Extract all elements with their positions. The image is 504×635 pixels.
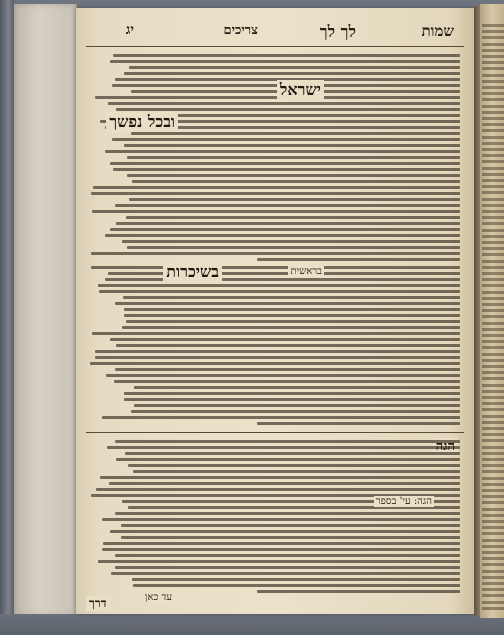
text-line — [115, 204, 460, 207]
text-line — [99, 290, 460, 293]
text-line — [98, 560, 460, 563]
inline-bereishit: בראשית — [290, 266, 322, 277]
facing-text-line — [482, 396, 504, 399]
facing-text-line — [482, 98, 504, 101]
facing-text-line — [482, 86, 504, 89]
middle-text-column — [90, 266, 460, 428]
facing-text-line — [482, 334, 504, 337]
text-line — [102, 548, 460, 551]
text-line — [124, 144, 460, 147]
text-line — [257, 422, 461, 425]
running-head-book: שמות — [421, 22, 454, 40]
header-rule — [86, 46, 464, 47]
facing-text-line — [482, 210, 504, 213]
text-line — [110, 228, 460, 231]
text-line — [105, 234, 460, 237]
text-line — [116, 344, 460, 347]
text-line — [127, 246, 460, 249]
text-line — [134, 386, 460, 389]
text-line — [124, 392, 460, 395]
text-line — [110, 338, 460, 341]
text-line — [124, 72, 460, 75]
facing-text-line — [482, 563, 504, 566]
facing-text-line — [482, 508, 504, 511]
facing-text-line — [482, 322, 504, 325]
text-line — [105, 150, 460, 153]
text-line — [108, 272, 460, 275]
facing-text-line — [482, 229, 504, 232]
text-line — [90, 362, 460, 365]
upper-text-column — [90, 54, 460, 264]
facing-text-line — [482, 551, 504, 554]
text-line — [110, 60, 460, 63]
text-line — [127, 174, 460, 177]
text-line — [100, 476, 460, 479]
facing-text-line — [482, 55, 504, 58]
text-line — [113, 54, 460, 57]
page-number: יג — [125, 22, 134, 38]
facing-text-line — [482, 173, 504, 176]
facing-text-line — [482, 446, 504, 449]
text-line — [108, 102, 460, 105]
text-line — [103, 542, 460, 545]
facing-text-line — [482, 179, 504, 182]
text-line — [134, 404, 460, 407]
text-line — [107, 446, 460, 449]
facing-text-line — [482, 557, 504, 560]
facing-text-line — [482, 588, 504, 591]
facing-text-line — [482, 433, 504, 436]
facing-text-line — [482, 495, 504, 498]
text-line — [106, 374, 460, 377]
text-line — [122, 240, 460, 243]
facing-text-line — [482, 545, 504, 548]
facing-text-line — [482, 458, 504, 461]
text-line — [98, 284, 460, 287]
text-line — [127, 156, 460, 159]
text-line — [131, 132, 460, 135]
text-line — [115, 512, 460, 515]
text-line — [124, 314, 460, 317]
facing-text-line — [482, 371, 504, 374]
text-line — [125, 452, 460, 455]
text-line — [105, 278, 460, 281]
book-page — [76, 8, 474, 614]
text-line — [114, 380, 460, 383]
facing-text-line — [482, 353, 504, 356]
facing-text-line — [482, 439, 504, 442]
text-line — [111, 572, 460, 575]
text-line — [92, 210, 460, 213]
facing-text-line — [482, 278, 504, 281]
facing-text-line — [482, 408, 504, 411]
keyword-beshichrut: בשיכרות — [163, 262, 222, 282]
facing-text-line — [482, 470, 504, 473]
text-line — [121, 524, 460, 527]
text-line — [116, 458, 460, 461]
facing-text-line — [482, 297, 504, 300]
facing-text-line — [482, 594, 504, 597]
facing-text-line — [482, 266, 504, 269]
text-line — [113, 168, 460, 171]
running-head-commentary: צריכים — [223, 23, 258, 38]
text-line — [132, 180, 460, 183]
facing-text-line — [482, 377, 504, 380]
text-line — [257, 258, 461, 261]
text-line — [116, 222, 460, 225]
facing-text-line — [482, 216, 504, 219]
facing-text-line — [482, 514, 504, 517]
facing-text-line — [482, 105, 504, 108]
facing-text-line — [482, 582, 504, 585]
text-line — [129, 66, 460, 69]
facing-text-line — [482, 49, 504, 52]
facing-text-line — [482, 328, 504, 331]
text-line — [123, 296, 460, 299]
facing-text-line — [482, 67, 504, 70]
facing-text-line — [482, 61, 504, 64]
facing-text-line — [482, 526, 504, 529]
facing-text-line — [482, 607, 504, 610]
text-line — [133, 470, 460, 473]
facing-text-line — [482, 24, 504, 27]
text-line — [91, 192, 460, 195]
text-line — [115, 566, 460, 569]
facing-text-line — [482, 30, 504, 33]
facing-text-line — [482, 359, 504, 362]
text-line — [126, 320, 460, 323]
facing-text-line — [482, 532, 504, 535]
facing-text-line — [482, 415, 504, 418]
facing-text-line — [482, 483, 504, 486]
facing-text-line — [482, 520, 504, 523]
text-line — [95, 350, 460, 353]
running-head — [76, 22, 474, 44]
facing-text-line — [482, 489, 504, 492]
text-line — [126, 216, 460, 219]
text-line — [121, 536, 460, 539]
text-line — [110, 162, 460, 165]
table-surface — [0, 614, 504, 635]
footer-catchword: דרך — [86, 596, 110, 611]
facing-text-line — [482, 402, 504, 405]
facing-text-line — [482, 253, 504, 256]
facing-text-line — [482, 384, 504, 387]
text-line — [110, 530, 460, 533]
facing-text-line — [482, 117, 504, 120]
facing-text-line — [482, 601, 504, 604]
facing-text-line — [482, 167, 504, 170]
keyword-bechol-nafshecha: ובכל נפשך — [106, 112, 178, 132]
facing-text-line — [482, 284, 504, 287]
text-line — [115, 440, 460, 443]
facing-text-line — [482, 123, 504, 126]
facing-text-line — [482, 272, 504, 275]
facing-text-line — [482, 142, 504, 145]
facing-text-line — [482, 309, 504, 312]
lower-text-column — [90, 440, 460, 600]
text-line — [92, 332, 461, 335]
text-line — [124, 398, 460, 401]
text-line — [96, 488, 460, 491]
text-line — [115, 554, 460, 557]
facing-text-line — [482, 74, 504, 77]
facing-text-line — [482, 191, 504, 194]
facing-text-line — [482, 365, 504, 368]
facing-text-line — [482, 452, 504, 455]
book-spine — [0, 0, 14, 635]
facing-text-line — [482, 36, 504, 39]
facing-text-line — [482, 501, 504, 504]
facing-text-line — [482, 154, 504, 157]
text-line — [112, 138, 460, 141]
facing-text-line — [482, 43, 504, 46]
note-ad-kan: עד כאן — [144, 592, 172, 603]
text-line — [116, 108, 460, 111]
facing-text-line — [482, 185, 504, 188]
facing-text-line — [482, 129, 504, 132]
facing-text-line — [482, 247, 504, 250]
facing-text-line — [482, 260, 504, 263]
text-line — [91, 266, 460, 269]
text-line — [131, 410, 460, 413]
facing-text-line — [482, 111, 504, 114]
facing-text-line — [482, 539, 504, 542]
facing-text-line — [482, 570, 504, 573]
text-line — [128, 464, 460, 467]
inside-cover-board — [14, 4, 77, 616]
facing-text-line — [482, 390, 504, 393]
text-line — [115, 302, 460, 305]
facing-text-line — [482, 92, 504, 95]
facing-text-line — [482, 464, 504, 467]
facing-page-edge — [480, 4, 504, 618]
facing-text-line — [482, 198, 504, 201]
facing-text-line — [482, 346, 504, 349]
facing-text-line — [482, 148, 504, 151]
section-rule — [86, 432, 464, 433]
text-line — [133, 584, 460, 587]
facing-text-line — [482, 136, 504, 139]
facing-text-line — [482, 315, 504, 318]
text-line — [115, 368, 460, 371]
facing-text-line — [482, 421, 504, 424]
facing-text-line — [482, 477, 504, 480]
facing-text-line — [482, 222, 504, 225]
facing-text-line — [482, 576, 504, 579]
text-line — [257, 590, 461, 593]
running-head-parsha: לך לך — [319, 22, 356, 41]
note-hagah: הגה: עי' בספר — [375, 496, 432, 507]
text-line — [109, 482, 460, 485]
text-line — [102, 416, 460, 419]
text-line — [132, 578, 460, 581]
facing-text-line — [482, 80, 504, 83]
text-line — [129, 198, 460, 201]
text-line — [124, 308, 460, 311]
text-line — [91, 252, 460, 255]
facing-text-line — [482, 241, 504, 244]
text-line — [102, 518, 460, 521]
text-line — [93, 186, 460, 189]
text-line — [122, 326, 460, 329]
facing-text-line — [482, 204, 504, 207]
facing-text-line — [482, 160, 504, 163]
keyword-israel: ישראל — [277, 80, 324, 100]
facing-text-line — [482, 340, 504, 343]
facing-text-line — [482, 235, 504, 238]
facing-text-line — [482, 427, 504, 430]
facing-text-line — [482, 303, 504, 306]
facing-text-line — [482, 291, 504, 294]
text-line — [95, 356, 460, 359]
